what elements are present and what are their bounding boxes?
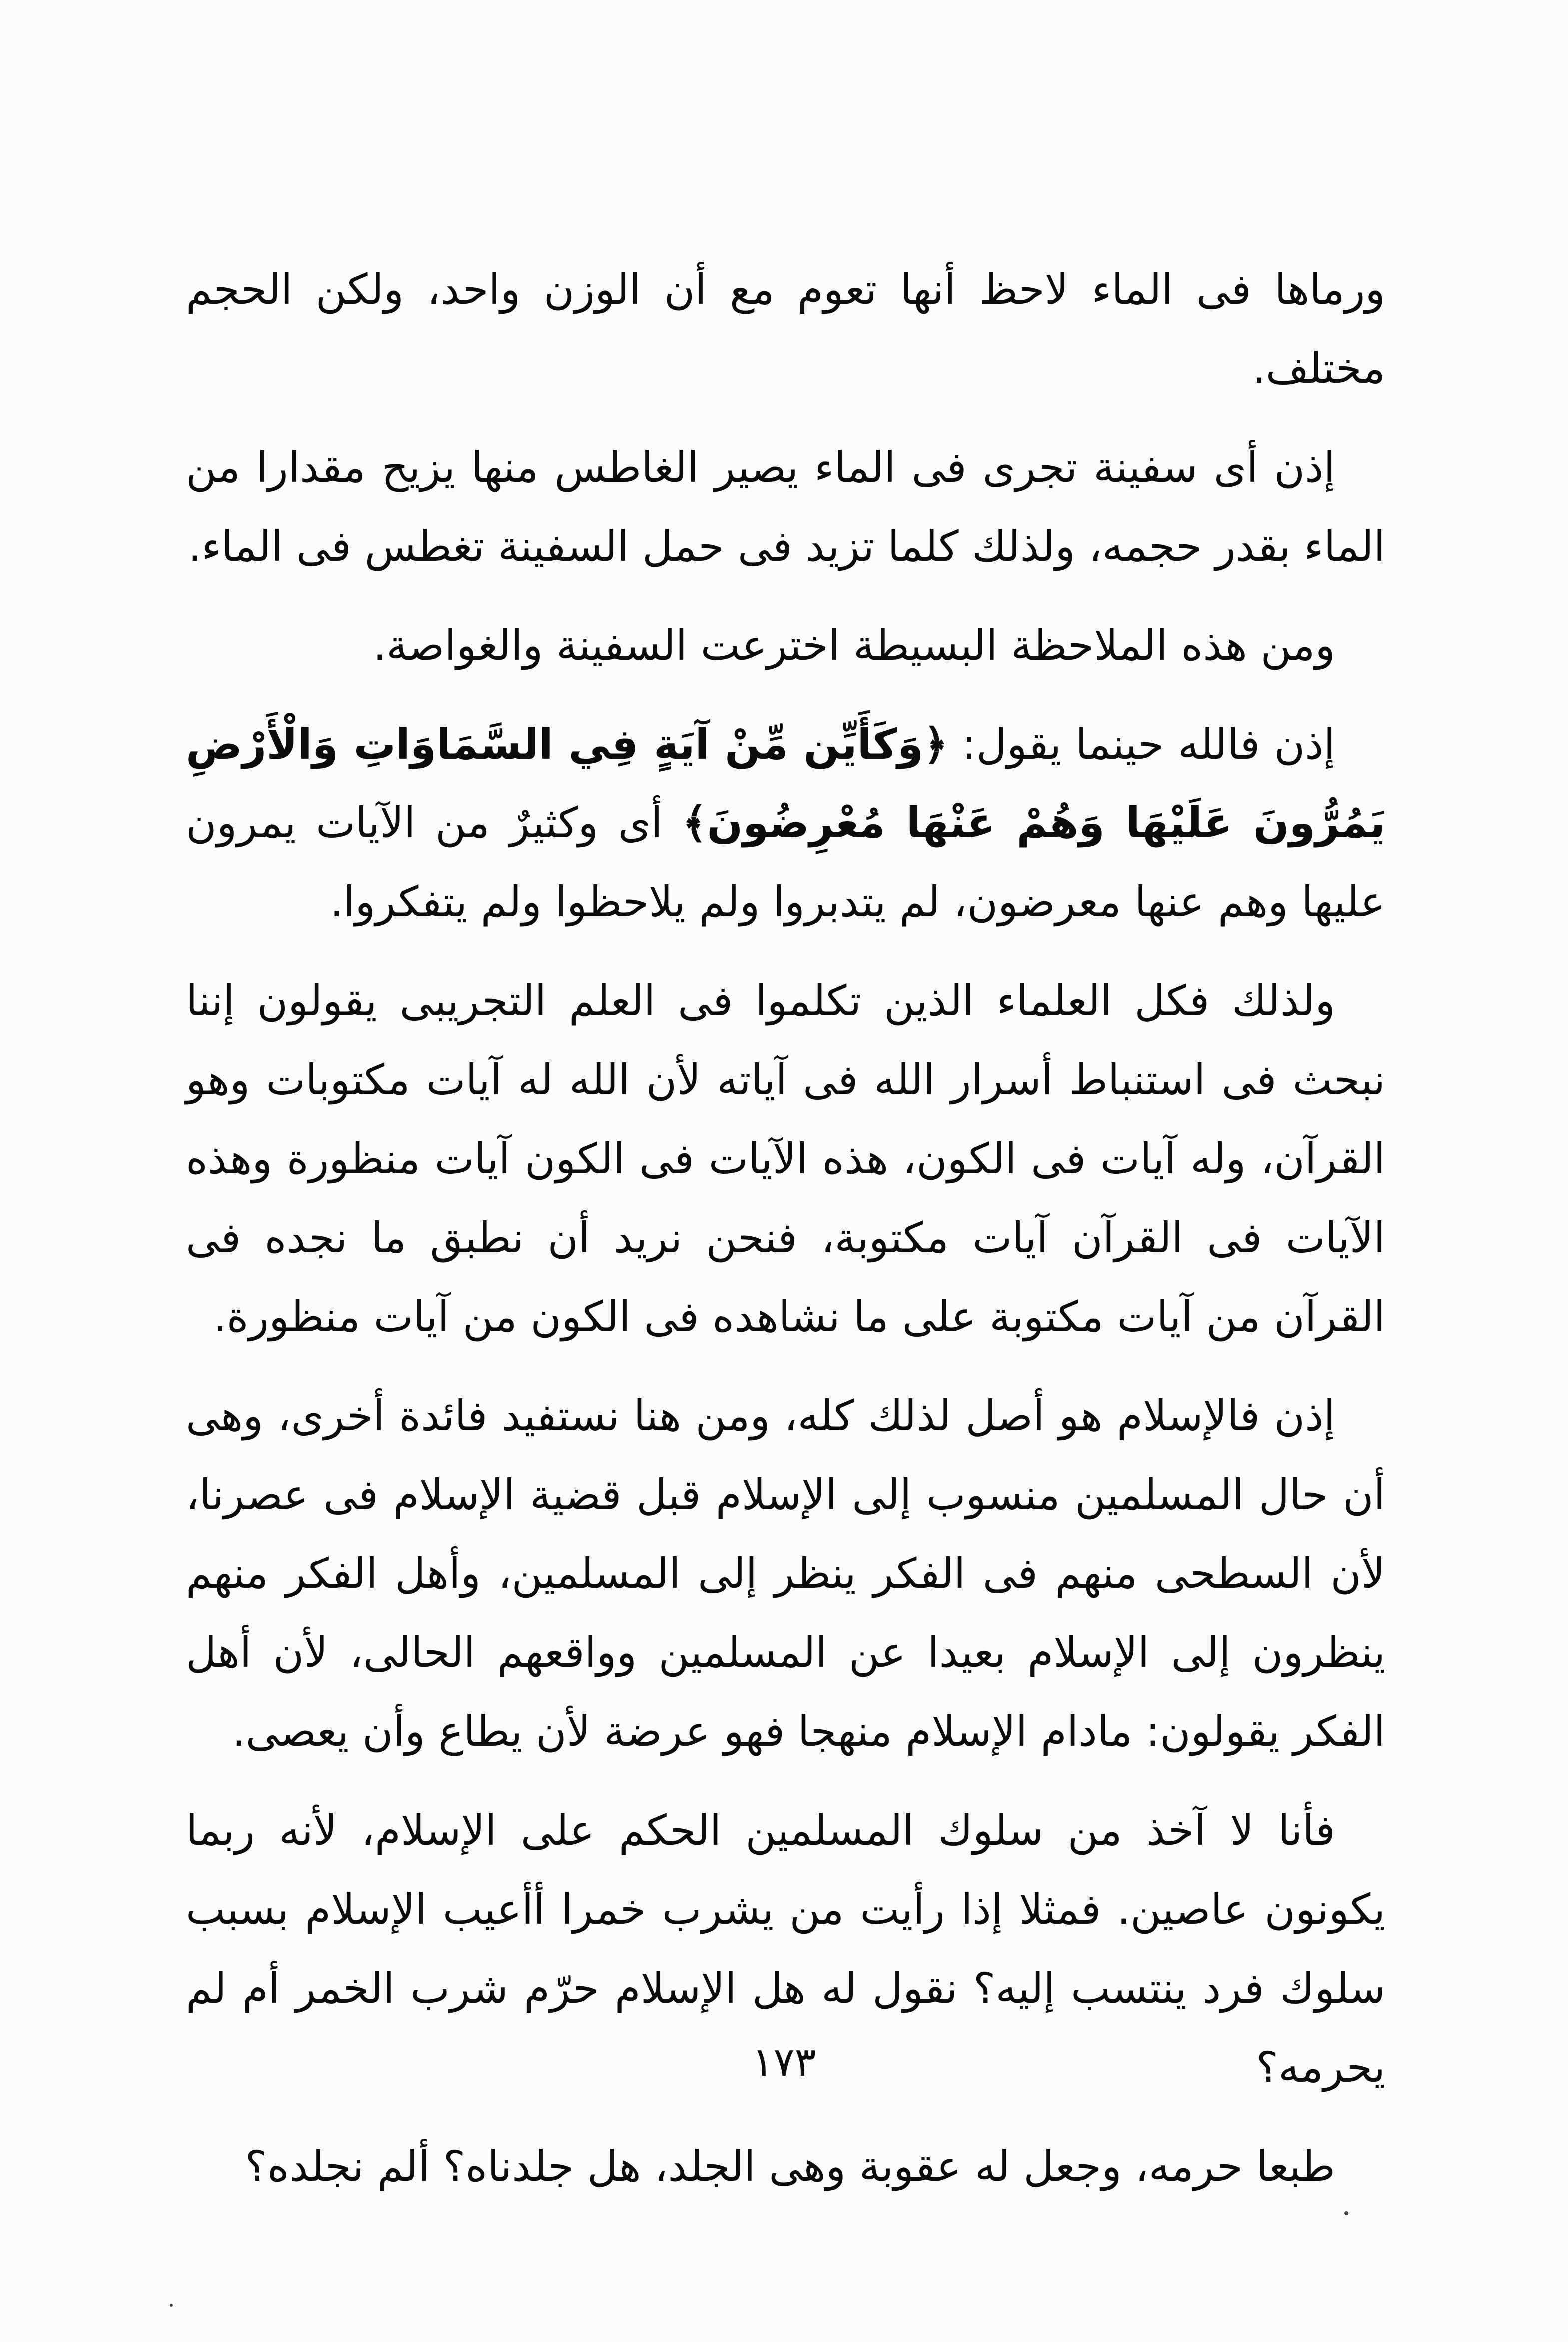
paragraph-3: ومن هذه الملاحظة البسيطة اخترعت السفينة والغواصة.	[373, 621, 1335, 670]
scan-speck	[170, 2304, 173, 2307]
paragraph-6: إذن فالإسلام هو أصل لذلك كله، ومن هنا نستفيد فائدة أخرى، وهى أن حال المسلمين منسوب إلى الإسلام قبل قضية الإسلام فى عصرنا، لأن السطحى منهم فى الفكر ينظر إلى المسلمين، وأهل الفكر منهم ينظرون إلى الإسلام بعيدا عن المسلمين وواقعهم الحالى، لأن أهل الفكر يقولون: مادام الإسلام منهجا فهو عرضة لأن يطاع وأن يعصى.	[186, 1391, 1385, 1756]
paragraph-5: ولذلك فكل العلماء الذين تكلموا فى العلم التجريبى يقولون إننا نبحث فى استنباط أسرار الله فى آياته لأن الله له آيات مكتوبات وهو القرآن، وله آيات فى الكون، هذه الآيات فى الكون آيات منظورة وهذه الآيات فى القرآن آيات مكتوبة، فنحن نريد أن نطبق ما نجده فى القرآن من آيات مكتوبة على ما نشاهده فى الكون من آيات منظورة.	[186, 976, 1385, 1341]
paragraph-2: إذن أى سفينة تجرى فى الماء يصير الغاطس منها يزيح مقدارا من الماء بقدر حجمه، ولذلك كلما تزيد فى حمل السفينة تغطس فى الماء.	[186, 443, 1385, 571]
paragraph-4-explanation: أى وكثيرٌ من الآيات يمرون عليها وهم عنها معرضون، لم يتدبروا ولم يلاحظوا ولم يتفكروا.	[186, 798, 1385, 926]
paragraph-8: طبعا حرمه، وجعل له عقوبة وهى الجلد، هل جلدناه؟ ألم نجلده؟	[245, 2142, 1335, 2191]
body-text	[186, 250, 1385, 2226]
scan-speck	[1344, 2211, 1348, 2215]
page-number: ١٧٣	[752, 2039, 816, 2085]
paragraph-4	[186, 705, 1385, 941]
paragraph-7: فأنا لا آخذ من سلوك المسلمين الحكم على الإسلام، لأنه ربما يكونون عاصين. فمثلا إذا رأيت من يشرب خمرا أأعيب الإسلام بسبب سلوك فرد ينتسب إليه؟ نقول له هل الإسلام حرّم شرب الخمر أم لم يحرمه؟	[186, 1806, 1385, 2092]
paragraph-1: ورماها فى الماء لاحظ أنها تعوم مع أن الوزن واحد، ولكن الحجم مختلف.	[186, 265, 1385, 393]
paragraph-4-intro: إذن فالله حينما يقول:	[948, 720, 1336, 769]
quran-verse: ﴿وَكَأَيِّن مِّنْ آيَةٍ فِي السَّمَاوَاتِ وَالْأَرْضِ يَمُرُّونَ عَلَيْهَا وَهُمْ عَنْهَا مُعْرِضُونَ﴾	[186, 720, 1385, 847]
